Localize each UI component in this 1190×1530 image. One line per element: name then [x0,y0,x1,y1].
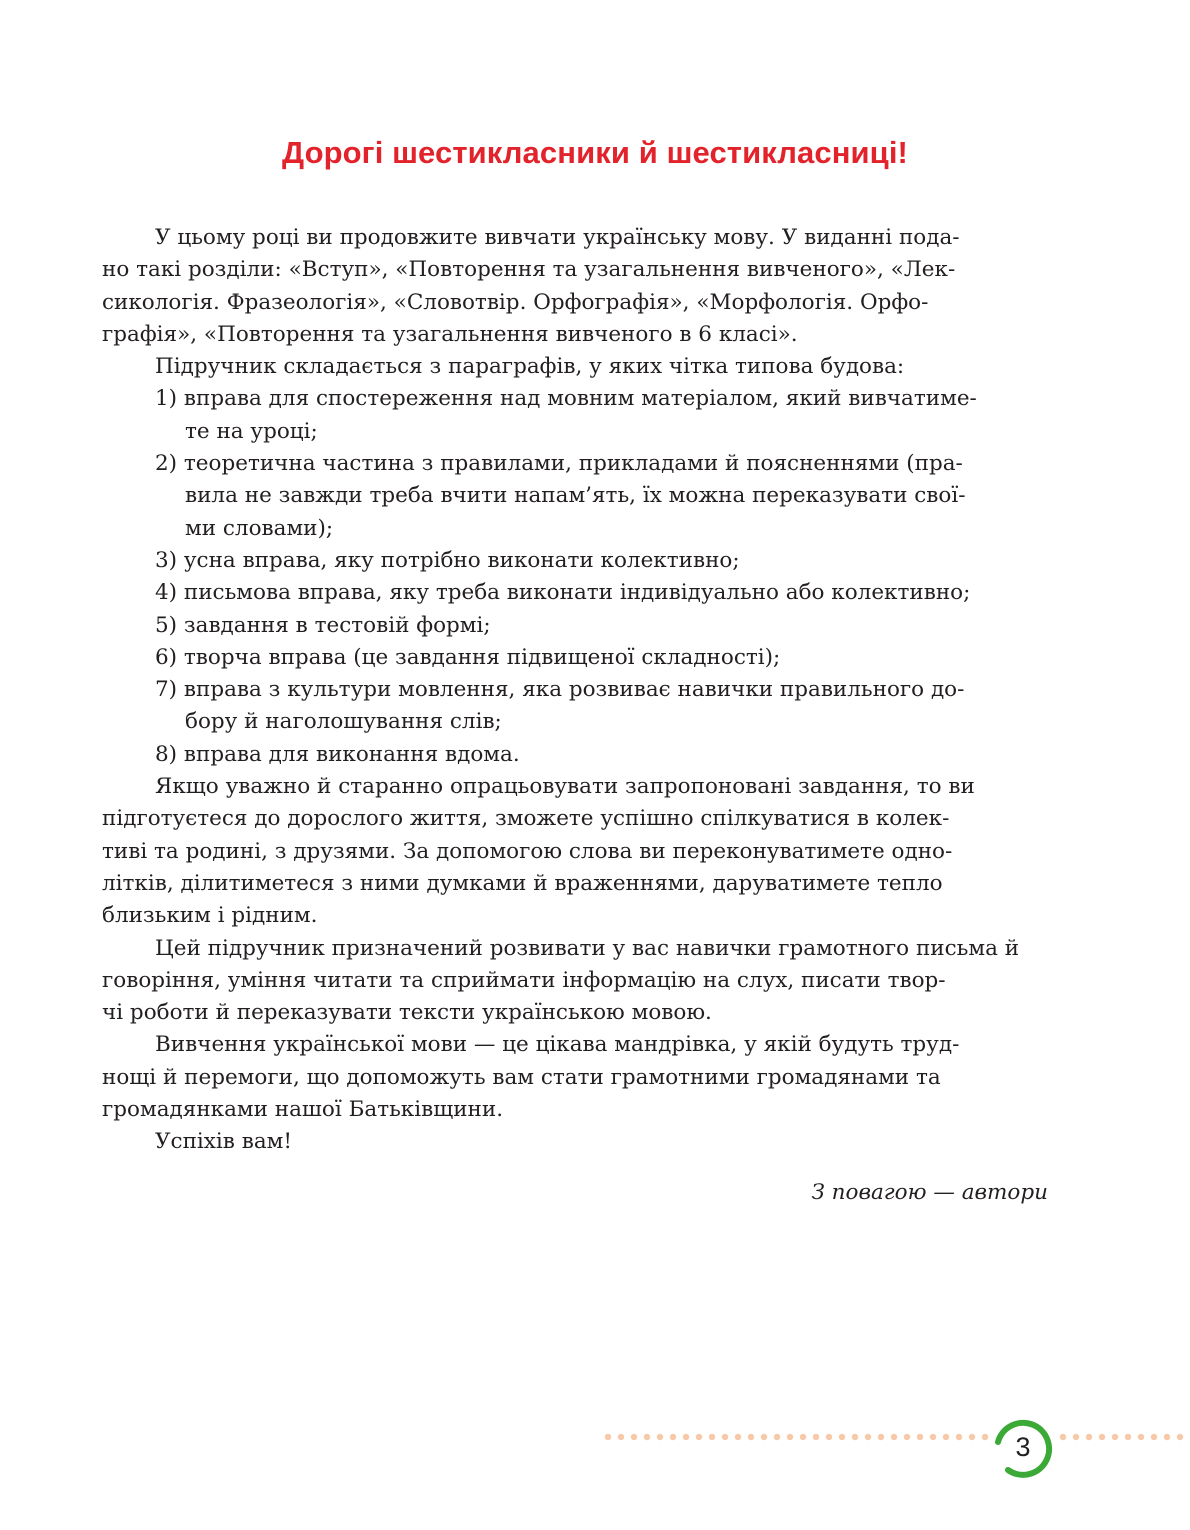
text-line: Цей підручник призначений розвивати у вас навички грамотного письма й [155,935,1020,961]
text-line: Вивчення української мови — це цікава мандрівка, у якій будуть труд- [155,1032,960,1058]
page-title: Дорогі шестикласники й шестикласниці! [282,135,908,170]
divider-dot [800,1434,806,1440]
divider-dot [644,1434,650,1440]
text-line: Підручник складається з параграфів, у яких чітка типова будова: [155,354,905,380]
divider-dot [1164,1434,1170,1440]
divider-dot [774,1434,780,1440]
journey-paragraph [102,1029,1050,1126]
divider-dot [748,1434,754,1440]
divider-dot [904,1434,910,1440]
text-line: близьким і рідним. [102,903,318,929]
divider-dot [1099,1434,1105,1440]
divider-dot [787,1434,793,1440]
divider-dot [761,1434,767,1440]
page-number: 3 [1015,1432,1031,1462]
divider-dot [826,1434,832,1440]
wishes-paragraph [155,1126,1050,1158]
text-line: графія», «Повторення та узагальнення вивченого в 6 класі». [102,321,798,347]
divider-dot [839,1434,845,1440]
list-item-text: 3) усна вправа, яку потрібно виконати колективно; [155,547,740,573]
page-number-badge [988,1412,1058,1482]
divider-dot [722,1434,728,1440]
list-item-text: 1) вправа для спостереження над мовним матеріалом, який вивчатиме- [155,386,977,412]
divider-dot [891,1434,897,1440]
divider-dot [670,1434,676,1440]
divider-dot [631,1434,637,1440]
divider-dot [878,1434,884,1440]
list-item-text: вила не завжди треба вчити напам’ять, їх можна переказувати свої- [185,483,966,509]
divider-dot [605,1434,611,1440]
motivation-paragraph [102,771,1050,932]
list-item [155,545,1050,577]
divider-dot [618,1434,624,1440]
text-line: говоріння, уміння читати та сприймати інформацію на слух, писати твор- [102,967,946,993]
divider-dot [657,1434,663,1440]
text-line: підготуєтеся до дорослого життя, зможете успішно спілкуватися в колек- [102,806,950,832]
divider-dot [1138,1434,1144,1440]
divider-dot [813,1434,819,1440]
divider-dot [1151,1434,1157,1440]
text-line: сикологія. Фразеологія», «Словотвір. Орфографія», «Морфологія. Орфо- [102,289,929,315]
divider-dot [1125,1434,1131,1440]
list-item [155,383,1050,448]
text-line: чі роботи й переказувати тексти українською мовою. [102,1000,712,1026]
dotted-divider [600,1431,1190,1443]
divider-dot [865,1434,871,1440]
divider-dot [943,1434,949,1440]
divider-dot [1177,1434,1183,1440]
authors-signature: З повагою — автори [811,1180,1048,1205]
divider-dot [1060,1434,1066,1440]
divider-dot [1086,1434,1092,1440]
list-item [155,674,1050,739]
list-item-text: те на уроці; [185,418,318,444]
list-item-text: бору й наголошування слів; [185,709,502,735]
text-line: нощі й перемоги, що допоможуть вам стати грамотними громадянами та [102,1064,941,1090]
list-item-text: 8) вправа для виконання вдома. [155,741,520,767]
structure-paragraph [155,351,1050,383]
list-item [155,610,1050,642]
list-item-text: 5) завдання в тестовій формі; [155,612,491,638]
text-line: тиві та родині, з друзями. За допомогою слова ви переконуватимете одно- [102,838,953,864]
divider-dot [735,1434,741,1440]
divider-dot [1112,1434,1118,1440]
list-item [155,577,1050,609]
list-item [155,739,1050,771]
intro-paragraph [102,222,1050,351]
list-item-text: 7) вправа з культури мовлення, яка розвиває навички правильного до- [155,677,965,703]
divider-dot [852,1434,858,1440]
list-item [155,642,1050,674]
list-item-text: 2) теоретична частина з правилами, прикладами й поясненнями (пра- [155,451,963,477]
text-line: У цьому році ви продовжите вивчати українську мову. У виданні пода- [155,225,960,250]
list-item [155,448,1050,545]
text-line: громадянками нашої Батьківщини. [102,1097,504,1123]
divider-dot [696,1434,702,1440]
divider-dot [683,1434,689,1440]
divider-dot [930,1434,936,1440]
text-line: Якщо уважно й старанно опрацьовувати запропоновані завдання, то ви [155,774,975,800]
divider-dot [956,1434,962,1440]
body-text [102,222,1050,1159]
text-line: но такі розділи: «Вступ», «Повторення та узагальнення вивченого», «Лек- [102,257,956,283]
list-item-text: 4) письмова вправа, яку треба виконати індивідуально або колективно; [155,580,971,606]
text-line: літків, ділитиметеся з ними думками й враженнями, даруватимете тепло [102,870,943,896]
list-item-text: ми словами); [185,515,334,541]
divider-dot [969,1434,975,1440]
purpose-paragraph [102,933,1050,1030]
divider-dot [1073,1434,1079,1440]
numbered-list [155,383,1050,771]
divider-dot [917,1434,923,1440]
divider-dot [709,1434,715,1440]
text-line: Успіхів вам! [155,1129,293,1155]
list-item-text: 6) творча вправа (це завдання підвищеної складності); [155,644,781,670]
